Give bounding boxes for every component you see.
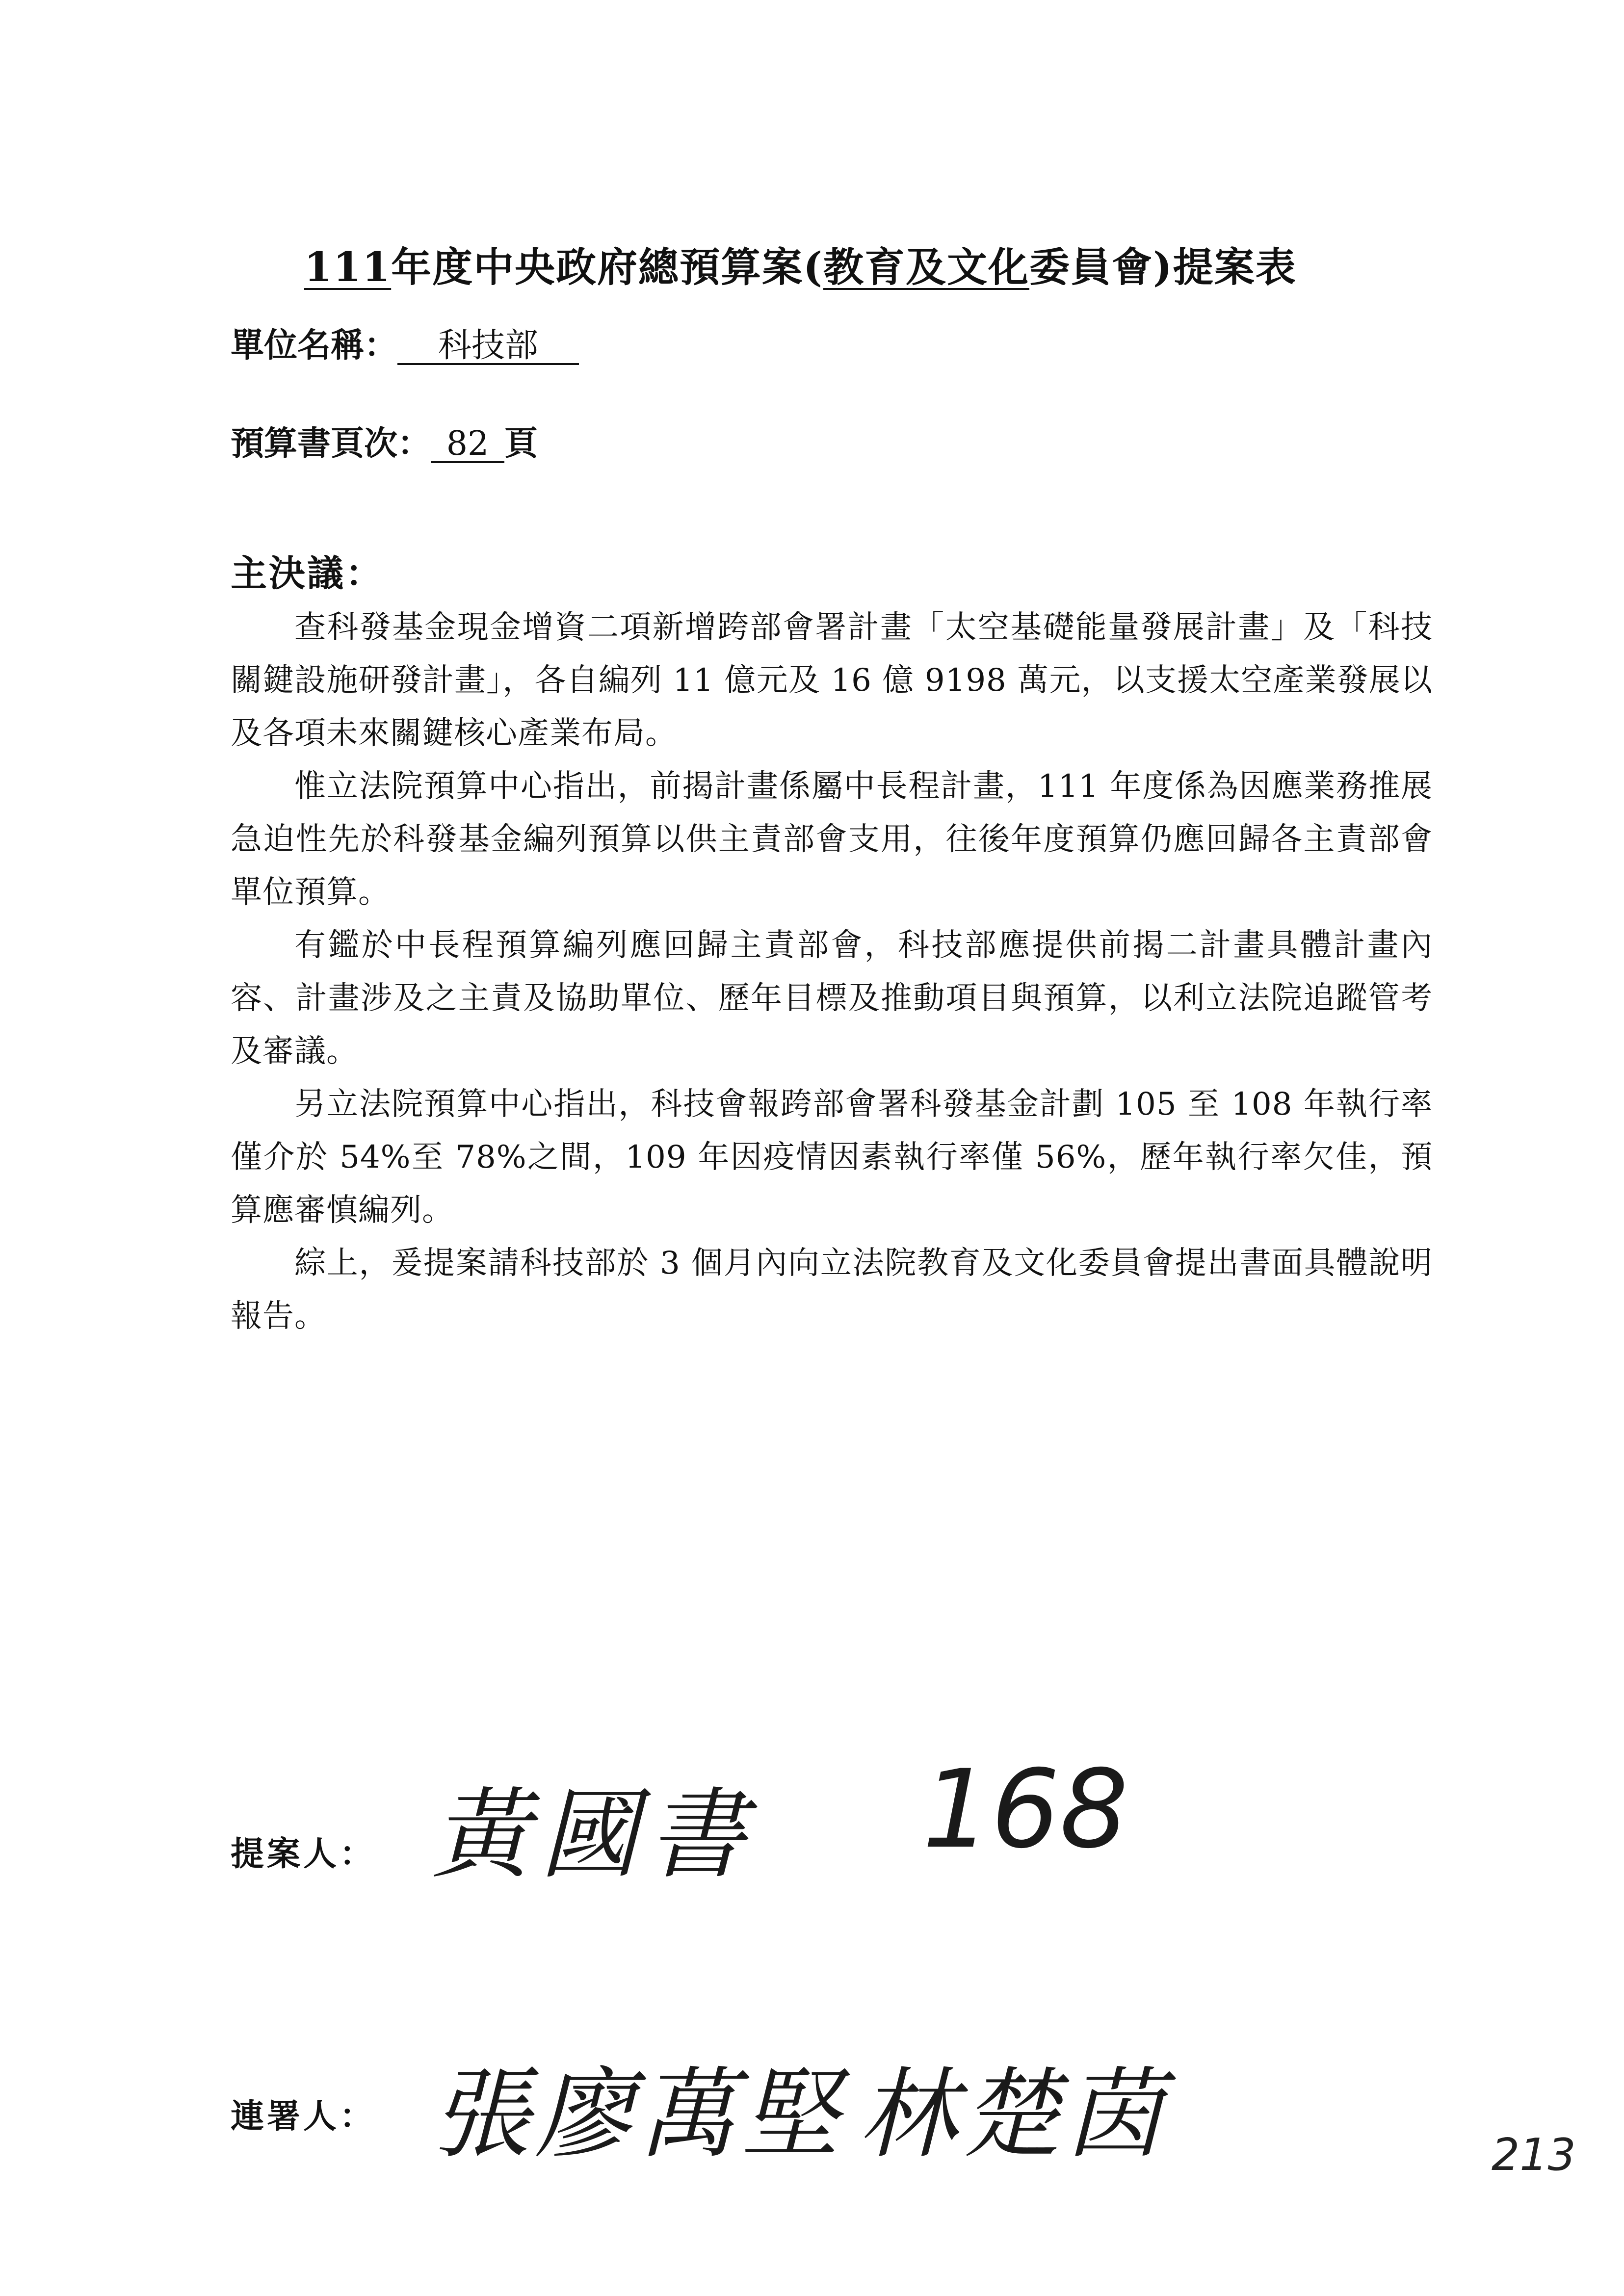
- paragraph: 綜上，爰提案請科技部於 3 個月內向立法院教育及文化委員會提出書面具體說明報告。: [231, 1245, 1433, 1334]
- cosigner-signature: 張廖萬堅: [432, 2058, 844, 2172]
- proposer-signature: 黃國書: [432, 1778, 756, 1892]
- title-part2: 委員會)提案表: [1029, 244, 1297, 291]
- paragraph: 另立法院預算中心指出，科技會報跨部會署科發基金計劃 105 至 108 年執行率僅介於 54%至 78%之間，109 年因疫情因素執行率僅 56%，歷年執行率欠佳，預算應審慎編列。: [231, 1086, 1433, 1228]
- cosigner-label: 連署人：: [231, 2097, 376, 2136]
- paragraph: 惟立法院預算中心指出，前揭計畫係屬中長程計畫，111 年度係為因應業務推展急迫性先於科發基金編列預算以供主責部會支用，往後年度預算仍應回歸各主責部會單位預算。: [231, 768, 1433, 911]
- budget-page-unit: 頁: [504, 424, 538, 463]
- page-mark: 213: [1492, 2129, 1576, 2181]
- proposer-label: 提案人：: [231, 1834, 376, 1874]
- title-committee: 教育及文化: [823, 244, 1029, 291]
- unit-field: [231, 319, 579, 366]
- budget-page-label: 預算書頁次：: [231, 424, 431, 463]
- title-year: 111: [304, 244, 392, 291]
- cosigner-signatures: [432, 2036, 1182, 2177]
- unit-value: 科技部: [397, 328, 579, 365]
- budget-page-value: 82: [431, 426, 504, 463]
- resolution-body: [231, 601, 1433, 1343]
- document-title: [304, 235, 1297, 293]
- main-resolution-heading: 主決議：: [231, 552, 384, 595]
- unit-label: 單位名稱：: [231, 326, 398, 365]
- title-part1: 年度中央政府總預算案(: [391, 244, 823, 291]
- budget-page-field: [231, 417, 538, 465]
- proposer-seat-number: 168: [922, 1747, 1128, 1872]
- paragraph: 有鑑於中長程預算編列應回歸主責部會，科技部應提供前揭二計畫具體計畫內容、計畫涉及之主責及協助單位、歷年目標及推動項目與預算，以利立法院追蹤管考及審議。: [231, 927, 1433, 1070]
- paragraph: 查科發基金現金增資二項新增跨部會署計畫「太空基礎能量發展計畫」及「科技關鍵設施研發計畫」，各自編列 11 億元及 16 億 9198 萬元，以支援太空產業發展以及各項未來關鍵核心產業布局。: [231, 609, 1433, 752]
- cosigner-signature: 林楚茵: [859, 2058, 1168, 2172]
